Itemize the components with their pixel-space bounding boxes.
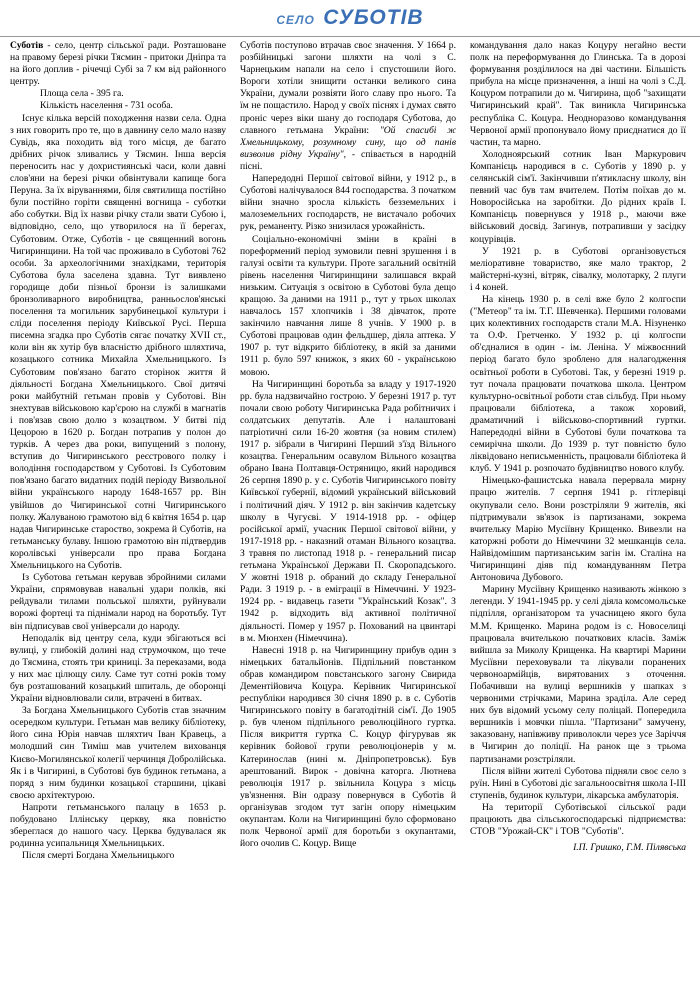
paragraph <box>10 40 226 88</box>
paragraph <box>10 705 226 802</box>
paragraph <box>240 379 456 645</box>
paragraph-text: На Чигиринщині боротьба за владу у 1917-1920 рр. була надзвичайно гострою. У березні 1917 р. тут почали свою роботу Чигиринська Рада робітничих і солдатських депутатів. Але і налаштовані патріотичні сили 16-20 жовтня (за новим стилем) 1917 р. зібрали в Чигирині Перший з'їзд Вільного козацтва. Генеральним осавулом Вільного козацтва обрано Івана Полтавця-Остряницю, який народився 26 серпня 1890 р. у с. Суботів Чигиринського повіту Київської губернії, відомий український військовий і політичний діяч. У 1912 р. він закінчив кадетську школу в Чугуєві. У 1914-1918 рр. - офіцер російської армії, учасник Першої світової війни, у 1917-1918 рр. - наказний отаман Вільного козацтва. З травня по листопад 1918 р. - генеральний писар гетьмана Української Держави П. Скоропадського. У жовтні 1918 р. обраний до складу Генеральної Ради. З 1919 р. - в еміграції в Німеччині. У 1923-1924 рр. - видавець газети "Український Козак". З 1942 р. відходить від активної політичної діяльності. Помер у 1957 р. Похований на цвинтарі в м. Мюнхен (Німеччина). <box>240 378 456 644</box>
paragraph <box>10 572 226 632</box>
folk-song-quote: "Ой спасибі ж Хмельницькому, розумному сину, що од панів визволив рідну Україну" <box>240 124 456 160</box>
paragraph-text: Після війни жителі Суботова підняли своє село з руїн. Нині в Суботові діє загальноосвітня школа І-ІІІ ступенів, будинок культури, лікарська амбулаторія. <box>470 765 686 801</box>
paragraph-text: За Богдана Хмельницького Суботів став значним осередком культури. Гетьман мав велику бібліотеку, його сина Юрія навчав шляхтич Іван Кравець, а молодший син Тиміш мав учителем вихованця Києво-Могилянської колегії черчинця Добролійська. Як і в Чигирині, в Суботові був будинок гетьмана, а поряд з ним будинки козацької старшини, цікаві своєю архітектурою. <box>10 705 226 801</box>
title-divider <box>0 36 700 37</box>
text-column-2 <box>240 40 456 985</box>
paragraph <box>240 234 456 379</box>
paragraph-text: командування дало наказ Коцуру негайно вести полк на переформування до Глинська. Та в дорозі формування розділилося на дві частини. Більшість прибула на місце призначення, а інші на чолі з С.Д. Коцуром потрапили до м. Чигирина, щоб "захищати Чигиринський край". Так виникла Чигиринська республіка С. Коцура. Неодноразово командування Червоної армії пропонувало йому приєднатися до її частин, та марно. <box>470 40 686 148</box>
text-column-3 <box>470 40 686 985</box>
paragraph <box>470 475 686 584</box>
paragraph-text: Напроти гетьманського палацу в 1653 р. побудовано Іллінську церкву, яка повністю збереглася до нашого часу. Церква будувалася як родинна усипальниця Хмельницьких. <box>10 801 226 850</box>
paragraph-text: Навесні 1918 р. на Чигиринщину прибув один з німецьких батальйонів. Підпільний повстанком обрав командиром повстанського загону Свирида Дементійовича Коцура. Керівник Чигиринської республіки народився 30 січня 1890 р. в с. Суботів Чигиринського повіту в багатодітній сім'ї. До 1905 р. був членом підпільного революційного гуртка. Після викриття гуртка С. Коцур фігурував як керівник бойової групи революціонерів у м. Катеринослав (нині м. Дніпропетровськ). Був арештований. Вирок - довічна каторга. Лютнева революція 1917 р. звільнила Коцура з місць ув'язнення. Він одразу повернувся в Суботів й організував згодом тут загін опору німецьким окупантам. Коли на Чигиринщині було сформовано полк Червоної армії для боротьби з окупантами, його очолив С. Коцур. Вище <box>240 644 456 850</box>
text-column-1 <box>10 40 226 985</box>
paragraph <box>470 149 686 246</box>
paragraph-text: Із Суботова гетьман керував збройними силами України, спрямовував навальні удари полків, які рейдували тилами польської шляхти, руйнували ворожі фортеці та піднімали народ на боротьбу. Тут він підписував свої універсали до народу. <box>10 572 226 632</box>
article-title <box>0 6 700 30</box>
paragraph <box>10 802 226 850</box>
paragraph <box>470 40 686 149</box>
author-credit <box>470 842 686 854</box>
title-prefix: СЕЛО <box>276 13 315 27</box>
paragraph-text: Холодноярський сотник Іван Маркурович Компанієць народився в с. Суботів у 1890 р. у селянській сім'ї. Закінчивши п'ятикласну школу, він певний час був там вчителем. Потім поїхав до м. Новоросійська на заробітки. До рідних країв І. Компанієць повернувся у 1918 р., маючи вже військовий досвід. Загинув, потрапивши у засідку коцурівців. <box>470 148 686 245</box>
paragraph-text: На території Суботівської сільської ради працюють два сільськогосподарські підприємства: СТОВ "Урожай-СК" і ТОВ "Суботів". <box>470 801 686 838</box>
paragraph-text: Кількість населення - 731 особа. <box>40 100 173 112</box>
paragraph-text: Після смерті Богдана Хмельницького <box>22 850 175 862</box>
paragraph <box>10 100 226 112</box>
paragraph-text: - село, центр сільської ради. Розташоване на правому березі річки Тясмин - притоки Дніпра та на його доплив - річечці Субі за 7 км від районного центру. <box>10 40 226 88</box>
paragraph-text-tail: , - співається в народній пісні. <box>240 148 456 172</box>
paragraph-text: Німецько-фашистська навала перервала мирну працю жителів. 7 серпня 1941 р. гітлерівці окупували село. Вони розстріляли 9 жителів, які підтримували зв'язок із партизанами, зокрема вчительку Марію Мусіївну Крищенко. Вивезли на каторжні роботи до Німеччини 32 мешканців села. Найвідомішим партизанським загін ім. Сталіна на Чигиринщині діяв під командуванням Петра Антоновича Дубового. <box>470 475 686 584</box>
paragraph <box>470 246 686 294</box>
paragraph-text: Неподалік від центру села, куди збігаються всі вулиці, у глибокій долині над струмочком, що тече до Тясмина, стоять три криниці. За переказами, вода у них має цілющу силу. Саме тут сотні років тому був розташований козацький шпиталь, де оборонці України відновлювали сили, втрачені в битвах. <box>10 632 226 705</box>
lead-word: Суботів <box>10 40 44 51</box>
paragraph <box>10 633 226 706</box>
paragraph-text: Марину Мусіївну Крищенко називають жінкою з легенди. У 1941-1945 рр. у селі діяла комсомольське підпілля, організатором та учасницею якого була М.М. Крищенко. Марина родом із с. Новоселиці працювала вчителькою початкових класів. Заміж вийшла за Миколу Крищенка. На квартирі Марини Мусіївни переховували та лікували поранених червоноармійців, вирятованих з оточення. Побачивши на вулиці вершників у шапках з червоними стрічками, Марина зраділа. Але серед них був відомий усьому селу поліцай. Попередила вершників і мовчки пішла. "Партизани" замучену, заказовану, напівживу приволокли через усе Заріччя в Чигирин до поліції. На ранок ще з трьома партизанами розстріляли. <box>470 584 686 765</box>
paragraph <box>240 173 456 233</box>
paragraph-text: Напередодні Першої світової війни, у 1912 р., в Суботові налічувалося 844 господарства. З початком війни значно зросла кількість безземельних і малоземельних господарств, не вистачало робочих рук, реманенту. Різко знизилася урожайність. <box>240 173 456 233</box>
title-main: СУБОТІВ <box>323 6 424 29</box>
paragraph <box>240 645 456 851</box>
paragraph-text: Існує кілька версій походження назви села. Одна з них говорить про те, що в давнину село мало назву Сувідь, яка походить від того місця, де багато дрібних річок зливались у Тясмин. Інша версія переносить нас у дохристиянські часи, коли давні слов'яни на березі річки обвінтували капище бога Перуна. За їх віруваннями, біля святилища постійно були постійно горіти священні вогнища - суботки або собутки. Від їх назви річку стали звати Субою і, відповідно, село, що утворилося на її берегах, Суботовим. Отже, Суботів - це священний вогонь Чигиринщини. На той час проживало в Суботові 762 особи. За археологічними знахідками, територія Суботова була заселена здавна. Тут виявлено городище доби пізньої бронзи із залишками бронзоливарного виробництва, ранньослов'янські поселення та могильник зарубинецької культури і сліди поселення періоду Київської Русі. Перша писемна згадка про Суботів сягає початку XVII ст., коли він як хутір був власністю дрібного шляхтича, козацького сотника Михайла Хмельницького. Із Суботовим пов'язано багато сторінок життя й діяльності Богдана Хмельницького. Свої дитячі роки майбутній гетьман провів у Суботові. Він знехтував військовою кар'єрою на службі в магнатів і пов'язав свою долю з козацтвом. У битві під Цецорою в 1620 р. Богдан потрапив у полон до турків. А через два роки, випущений з полону, вступив до Чигиринського реєстрового полку і володіння господарством у Суботові. Із Суботовим пов'язано багато видатних подій періоду Визвольної війни українського народу 1648-1657 рр. Він увійшов до Чигиринської сотні Чигиринського полку. Жалуваною грамотою від 6 квітня 1654 р. цар надав Чигиринське староство, зокрема й Суботів, на гетьманську булаву. Іншою грамотою він підтвердив королівські універсали про права Богдана Хмельницького на Суботів. <box>10 112 226 572</box>
paragraph <box>240 40 456 173</box>
paragraph <box>470 294 686 475</box>
paragraph <box>470 766 686 802</box>
paragraph-text: Соціально-економічні зміни в країні в пореформений період зумовили певні зрушення і в галузі освіти та культури. Проте загальний освітній рівень населення Чигиринщини залишався вкрай низьким. Ситуація з освітою в Суботові була дещо кращою. За даними на 1911 р., тут у трьох школах навчалось 157 хлопчиків і 38 дівчаток, проте закінчило навчання лише 8 учнів. У 1900 р. в Суботові працював один фельдшер, діяла аптека. У 1907 р. тут відкрито бібліотеку, в якій за даними 1911 р. було 597 книжок, з яких 60 - українською мовою. <box>240 233 456 378</box>
paragraph <box>10 113 226 573</box>
paragraph-text: У 1921 р. в Суботові організовується меліоративне товариство, яке мало трактор, 2 майстерні-кузні, вітряк, сівалку, молотарку, 2 плуги і 4 коней. <box>470 245 686 293</box>
paragraph-text: Площа села - 395 га. <box>40 88 124 100</box>
paragraph <box>10 88 226 100</box>
paragraph-text: Суботів поступово втрачав своє значення. У 1664 р. розбійницькі загони шляхти на чолі з С. Чарнецьким напали на село і спустошили його. Вороги хотіли знищити останки великого сина України, думали розвіяти його славу про нього. Та їм не пощастило. Народ у своїх піснях і думах свято проніс через віки шану до господаря Суботова, до славного гетьмана України: <box>240 40 456 136</box>
paragraph-text: І.П. Гришко, Г.М. Пілявська <box>573 842 686 854</box>
paragraph-text: На кінець 1930 р. в селі вже було 2 колгоспи ("Метеор" та ім. Т.Г. Шевченка). Першими головами цих колективних господарств стали М.А. Нізуненко та О.Ф. Гретченко. У 1932 р. ці колгоспи об'єдналися в один - ім. Леніна. У міжвоєнний період багато було зроблено для налагодження освітньої роботи в Суботові. Так, у березні 1919 р. тут почала працювати початкова школа. Центром культурно-освітньої роботи став сільбуд. При ньому працювали бібліотека, а також хоровий, драматичний і військово-спортивний гуртки. Напередодні війни в Суботові були початкова та семирічна школи. До 1939 р. тут повністю було ліквідовано неписьменність, працювали бібліотека й клуб. У 1941 р. розпочато будівництво нового клубу. <box>470 293 686 475</box>
paragraph <box>470 584 686 765</box>
paragraph <box>10 850 226 862</box>
paragraph <box>470 802 686 838</box>
